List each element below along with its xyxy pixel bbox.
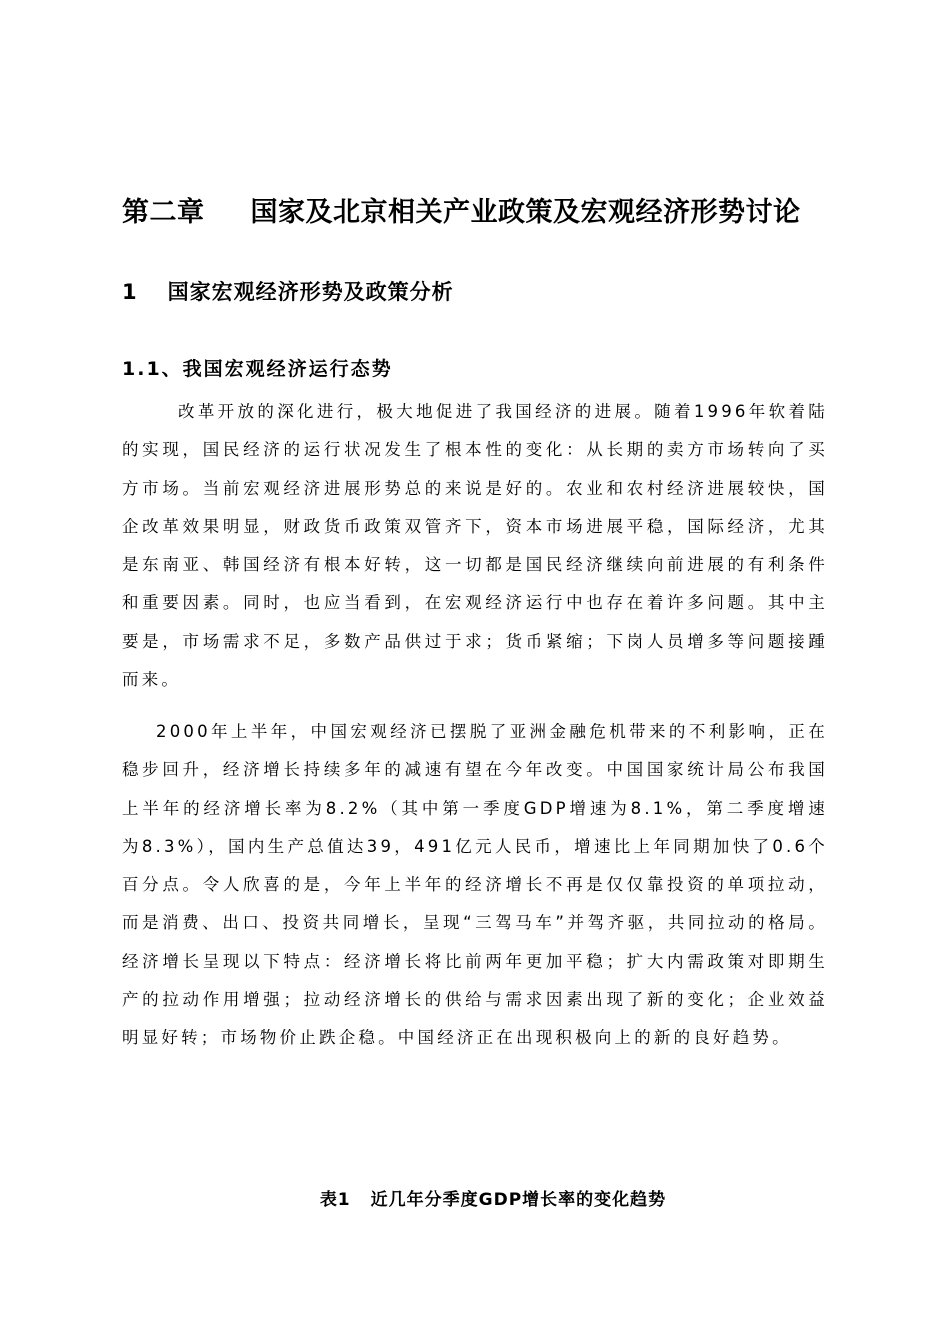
body-paragraph-2: 2000年上半年，中国宏观经济已摆脱了亚洲金融危机带来的不利影响，正在稳步回升，经济增长持续多年的减速有望在今年改变。中国国家统计局公布我国上半年的经济增长率为8.2%（其中第一季度GDP增速为8.1%，第二季度增速为8.3%），国内生产总值达39，491亿元人民币，增速比上年同期加快了0.6个百分点。令人欣喜的是，今年上半年的经济增长不再是仅仅靠投资的单项拉动，而是消费、出口、投资共同增长，呈现“三驾马车”并驾齐驱，共同拉动的格局。经济增长呈现以下特点：经济增长将比前两年更加平稳；扩大内需政策对即期生产的拉动作用增强；拉动经济增长的供给与需求因素出现了新的变化；企业效益明显好转；市场物价止跌企稳。中国经济正在出现积极向上的新的良好趋势。 xyxy=(122,722,828,1048)
table-caption-label: 表1 xyxy=(319,1190,351,1210)
section-title-text: 国家宏观经济形势及政策分析 xyxy=(167,280,454,304)
chapter-title xyxy=(122,193,801,233)
table-caption-title: 近几年分季度GDP增长率的变化趋势 xyxy=(370,1190,667,1210)
section-number: 1 xyxy=(122,280,138,304)
section-title xyxy=(122,276,454,308)
chapter-label: 第二章 xyxy=(122,197,205,228)
subsection-title: 1.1、我国宏观经济运行态势 xyxy=(122,358,393,380)
table-caption xyxy=(0,1186,950,1214)
chapter-title-text: 国家及北京相关产业政策及宏观经济形势讨论 xyxy=(250,197,801,228)
body-paragraph-1: 改革开放的深化进行，极大地促进了我国经济的进展。随着1996年软着陆的实现，国民经济的运行状况发生了根本性的变化：从长期的卖方市场转向了买方市场。当前宏观经济进展形势总的来说是好的。农业和农村经济进展较快，国企改革效果明显，财政货币政策双管齐下，资本市场进展平稳，国际经济，尤其是东南亚、韩国经济有根本好转，这一切都是国民经济继续向前进展的有利条件和重要因素。同时，也应当看到，在宏观经济运行中也存在着许多问题。其中主要是，市场需求不足，多数产品供过于求；货币紧缩；下岗人员增多等问题接踵而来。 xyxy=(122,402,828,690)
